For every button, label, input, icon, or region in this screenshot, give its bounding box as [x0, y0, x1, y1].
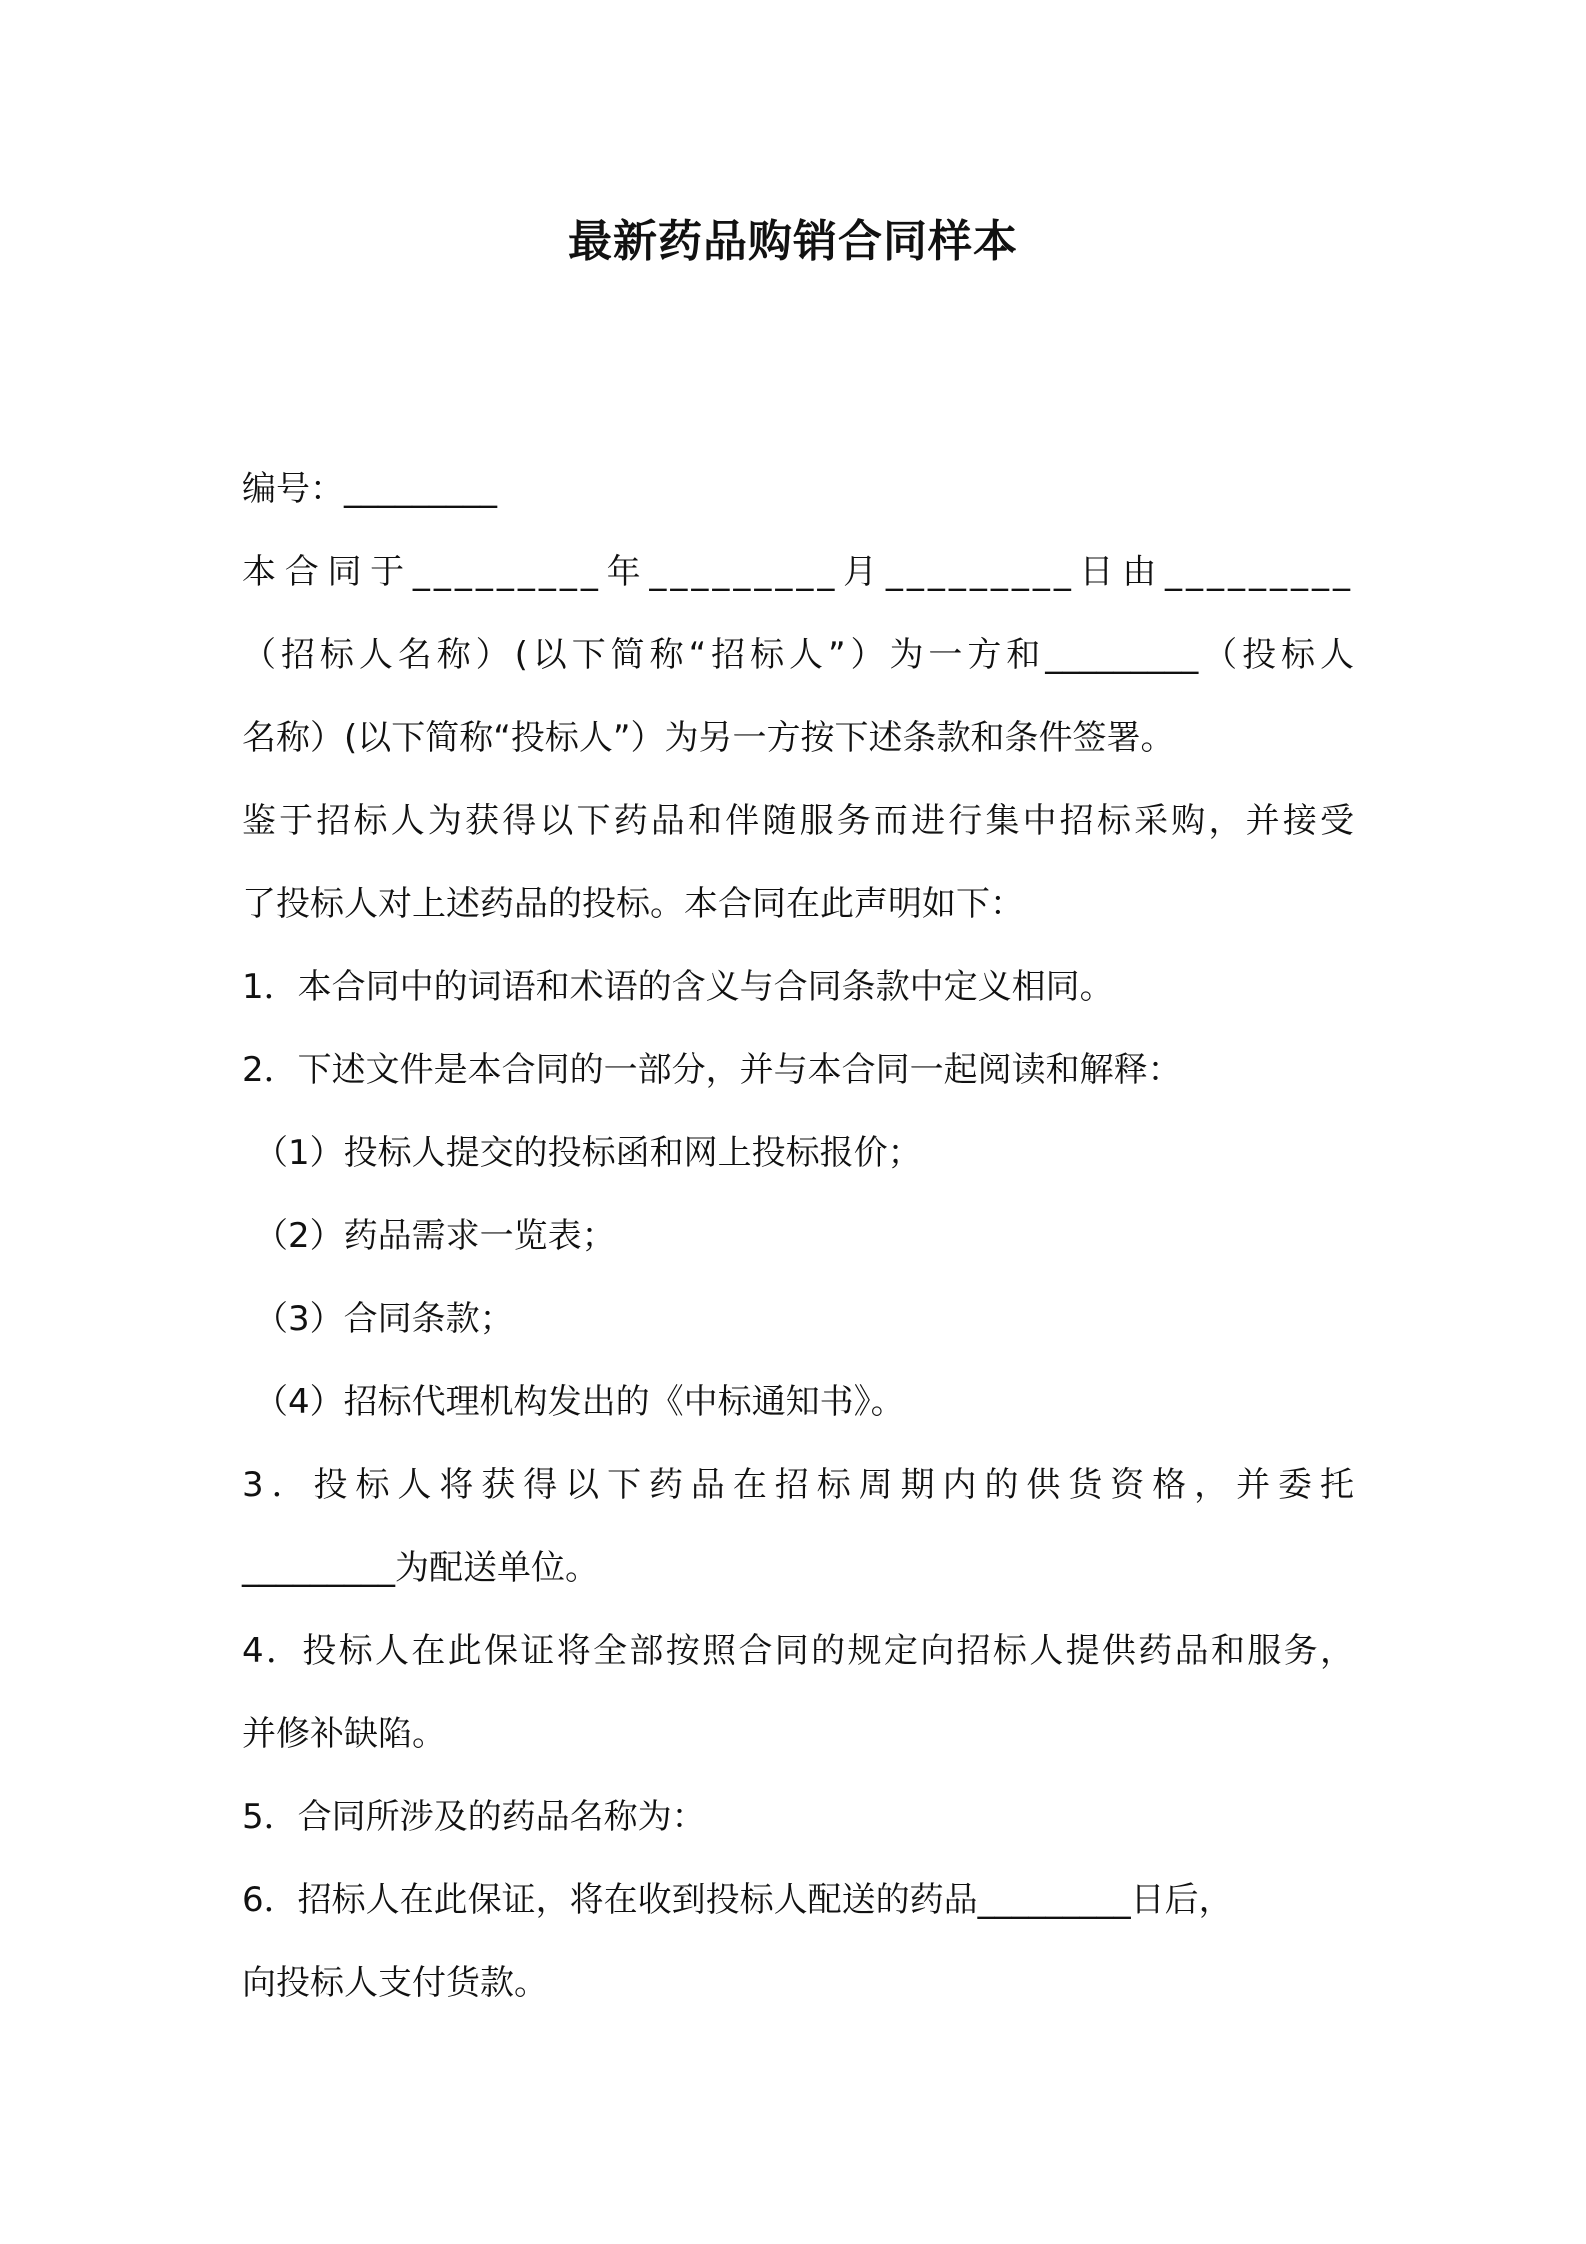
party-b-line: 名称）(以下简称“投标人”）为另一方按下述条款和条件签署。 — [242, 718, 1175, 758]
document-title: 最新药品购销合同样本 — [568, 216, 1018, 267]
clause-2-item-1: （1）投标人提交的投标函和网上投标报价； — [254, 1133, 922, 1173]
recital-line-1: 鉴于招标人为获得以下药品和伴随服务而进行集中招标采购，并接受 — [242, 801, 1354, 841]
clause-3-line-2: _________为配送单位。 — [242, 1548, 599, 1588]
document-body — [242, 448, 1364, 2025]
clause-6-line-2: 向投标人支付货款。 — [242, 1963, 548, 2003]
contract-date-line: 本合同于_________年_________月_________日由_________ — [242, 552, 1354, 592]
recital-line-2: 了投标人对上述药品的投标。本合同在此声明如下： — [242, 884, 1024, 924]
clause-1: 1．本合同中的词语和术语的含义与合同条款中定义相同。 — [242, 967, 1114, 1007]
party-a-line: （招标人名称）(以下简称“招标人”）为一方和_________（投标人 — [242, 635, 1354, 675]
clause-2-item-2: （2）药品需求一览表； — [254, 1216, 616, 1256]
clause-5: 5．合同所涉及的药品名称为： — [242, 1797, 706, 1837]
clause-3-line-1: 3．投标人将获得以下药品在招标周期内的供货资格，并委托 — [242, 1465, 1354, 1505]
clause-4-line-2: 并修补缺陷。 — [242, 1714, 446, 1754]
clause-2: 2．下述文件是本合同的一部分，并与本合同一起阅读和解释： — [242, 1050, 1182, 1090]
clause-2-item-3: （3）合同条款； — [254, 1299, 514, 1339]
clause-6-line-1: 6．招标人在此保证，将在收到投标人配送的药品_________日后， — [242, 1880, 1233, 1920]
contract-number-line: 编号：_________ — [242, 469, 497, 509]
clause-4-line-1: 4．投标人在此保证将全部按照合同的规定向招标人提供药品和服务， — [242, 1631, 1354, 1671]
clause-2-item-4: （4）招标代理机构发出的《中标通知书》。 — [254, 1382, 905, 1422]
